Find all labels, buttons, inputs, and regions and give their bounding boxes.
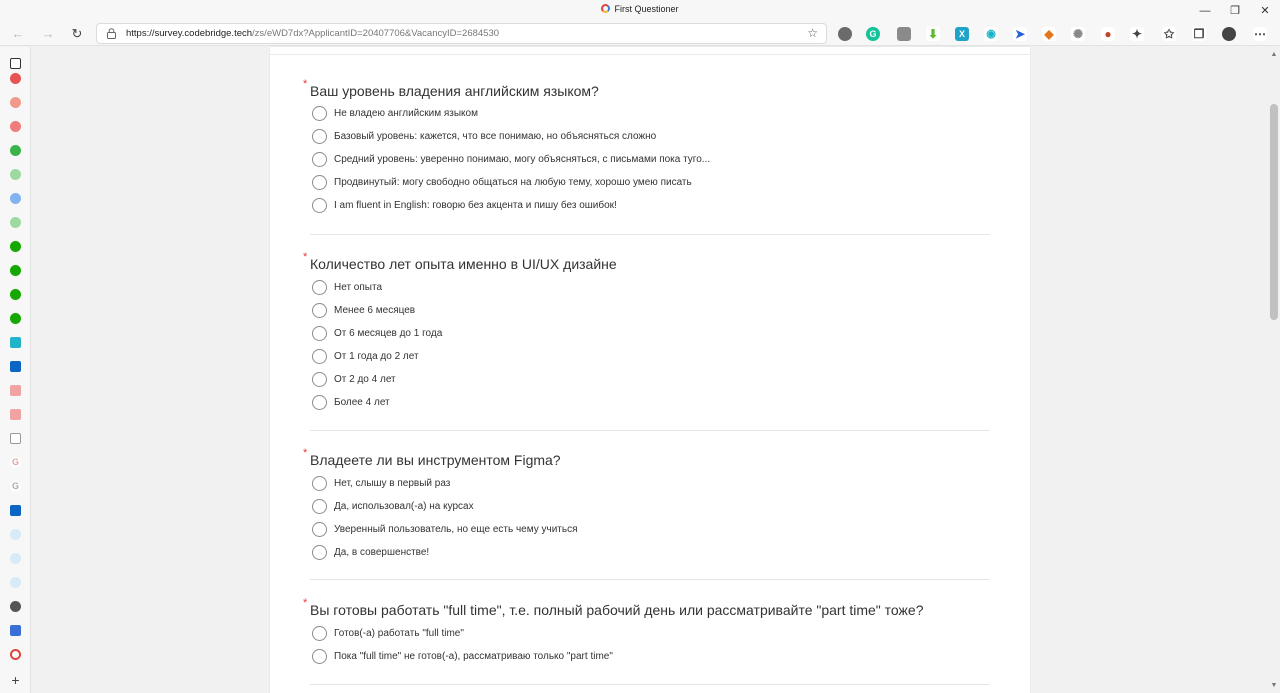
question-title: Вы готовы работать "full time", т.е. полный рабочий день или рассматривайте "part time" тоже? bbox=[310, 602, 924, 618]
survey-form: * Ваш уровень владения английским языком? Не владею английским языком Базовый уровень: кажется, что все понимаю, но объясняться сложно Средний уровень: уверенно понимаю, могу объясняться, с письмами пока туго... Продвинутый: могу свободно общаться на любую тему, хорошо умею писать I am fluent in English: говорю без акцента и пишу без ошибок! * Количество лет опыта именно в UI/UX дизайне Нет опыта Менее 6 месяцев От 6 месяцев до 1 года От 1 года до 2 лет От 2 до 4 лет Более 4 лет * Владеете ли вы инструментом Figma? Нет, слышу в первый раз Да, использовал(-а) на курсах Уверенный пользователь, но еще есть чему учиться Да, в совершенстве! * Вы готовы работать "full time", т.е. полный рабочий день или рассматривайте "part time" тоже? Готов(-а) работать "full time" Пока "full time" не готов(-а), рассматриваю только "part time" bbox=[270, 47, 1030, 693]
sidebar-tab-icon[interactable] bbox=[10, 217, 21, 228]
card-top-divider bbox=[270, 54, 1030, 55]
favorite-star-icon[interactable]: ☆ bbox=[807, 26, 818, 40]
radio-button[interactable] bbox=[312, 280, 327, 295]
extensions-puzzle-icon[interactable]: ✦ bbox=[1131, 27, 1143, 41]
google-tab-icon[interactable]: G bbox=[11, 457, 19, 467]
radio-button[interactable] bbox=[312, 476, 327, 491]
vertical-sidebar bbox=[0, 47, 31, 693]
arrow-extension-icon[interactable]: ➤ bbox=[1014, 27, 1026, 41]
sidebar-tab-icon[interactable] bbox=[10, 577, 21, 588]
scrollbar-thumb[interactable] bbox=[1270, 104, 1278, 320]
upwork-tab-icon[interactable] bbox=[10, 265, 21, 276]
radio-button[interactable] bbox=[312, 175, 327, 190]
tab-extension-icon[interactable] bbox=[897, 27, 911, 41]
document-tab-icon[interactable] bbox=[10, 433, 21, 444]
radio-button[interactable] bbox=[312, 649, 327, 664]
cloud-extension-icon[interactable] bbox=[838, 27, 852, 41]
metamask-extension-icon[interactable]: ◆ bbox=[1042, 27, 1056, 41]
radio-button[interactable] bbox=[312, 198, 327, 213]
restore-button[interactable]: ❐ bbox=[1230, 5, 1240, 17]
sidebar-tab-icon[interactable] bbox=[10, 385, 21, 396]
required-marker: * bbox=[303, 447, 308, 459]
window-title: First Questioner bbox=[0, 4, 1280, 14]
minimize-button[interactable]: — bbox=[1199, 5, 1211, 17]
radio-button[interactable] bbox=[312, 129, 327, 144]
upwork-tab-icon[interactable] bbox=[10, 241, 21, 252]
address-bar[interactable] bbox=[96, 23, 827, 44]
sidebar-tab-icon[interactable] bbox=[10, 337, 21, 348]
download-extension-icon[interactable]: ⬇ bbox=[927, 27, 939, 41]
favorites-icon[interactable]: ✩ bbox=[1163, 27, 1175, 41]
required-marker: * bbox=[303, 597, 308, 609]
question-title: Владеете ли вы инструментом Figma? bbox=[310, 452, 561, 468]
more-menu-icon[interactable]: ⋯ bbox=[1254, 27, 1266, 41]
window-title-bar bbox=[0, 0, 1280, 22]
sidebar-tab-icon[interactable] bbox=[10, 553, 21, 564]
required-marker: * bbox=[303, 251, 308, 263]
scroll-down-arrow-icon[interactable]: ▼ bbox=[1270, 682, 1278, 689]
github-tab-icon[interactable] bbox=[10, 601, 21, 612]
avatar-extension-icon[interactable]: ● bbox=[1101, 27, 1115, 41]
sidebar-tab-icon[interactable] bbox=[10, 529, 21, 540]
sidebar-tab-icon[interactable] bbox=[10, 169, 21, 180]
reload-button[interactable]: ↻ bbox=[71, 26, 83, 41]
close-window-button[interactable]: ✕ bbox=[1260, 5, 1270, 17]
sidebar-tab-icon[interactable] bbox=[10, 145, 21, 156]
upwork-tab-icon[interactable] bbox=[10, 313, 21, 324]
url-text: https://survey.codebridge.tech/zs/eWD7dx?ApplicantID=20407706&VacancyID=2684530 bbox=[126, 28, 500, 39]
grammarly-extension-icon[interactable]: G bbox=[866, 27, 880, 41]
lock-icon bbox=[107, 28, 116, 39]
question-title: Ваш уровень владения английским языком? bbox=[310, 83, 599, 99]
sidebar-tab-icon[interactable] bbox=[10, 193, 21, 204]
back-button[interactable]: ← bbox=[11, 26, 25, 41]
radio-button[interactable] bbox=[312, 395, 327, 410]
browser-toolbar bbox=[0, 22, 1280, 46]
sidebar-toggle-icon[interactable] bbox=[10, 58, 21, 69]
forward-button[interactable]: → bbox=[41, 26, 55, 41]
question-title: Количество лет опыта именно в UI/UX дизайне bbox=[310, 256, 617, 272]
profile-avatar[interactable] bbox=[1222, 27, 1236, 41]
new-tab-plus-icon[interactable]: + bbox=[11, 672, 20, 688]
radio-button[interactable] bbox=[312, 545, 327, 560]
scroll-up-arrow-icon[interactable]: ▲ bbox=[1270, 51, 1278, 58]
sidebar-tab-icon[interactable] bbox=[10, 97, 21, 108]
sidebar-tab-icon[interactable] bbox=[10, 73, 21, 84]
radio-button[interactable] bbox=[312, 522, 327, 537]
circle-extension-icon[interactable]: ◉ bbox=[984, 27, 998, 41]
question-divider bbox=[310, 684, 990, 685]
radio-button[interactable] bbox=[312, 349, 327, 364]
upwork-tab-icon[interactable] bbox=[10, 289, 21, 300]
docs-tab-icon[interactable] bbox=[10, 625, 21, 636]
gear-extension-icon[interactable]: ✺ bbox=[1072, 27, 1084, 41]
radio-button[interactable] bbox=[312, 303, 327, 318]
sidebar-tab-icon[interactable] bbox=[10, 121, 21, 132]
google-tab-icon[interactable]: G bbox=[11, 481, 19, 491]
question-divider bbox=[310, 234, 990, 235]
app-logo-icon bbox=[601, 4, 610, 13]
linkedin-tab-icon[interactable] bbox=[10, 505, 21, 516]
radio-button[interactable] bbox=[312, 106, 327, 121]
x-extension-icon[interactable]: X bbox=[955, 27, 969, 41]
linkedin-tab-icon[interactable] bbox=[10, 361, 21, 372]
sidebar-tab-icon[interactable] bbox=[10, 409, 21, 420]
radio-button[interactable] bbox=[312, 626, 327, 641]
question-divider bbox=[310, 430, 990, 431]
radio-button[interactable] bbox=[312, 326, 327, 341]
radio-button[interactable] bbox=[312, 499, 327, 514]
required-marker: * bbox=[303, 78, 308, 90]
question-divider bbox=[310, 579, 990, 580]
radio-button[interactable] bbox=[312, 372, 327, 387]
active-tab-icon[interactable] bbox=[10, 649, 21, 660]
radio-button[interactable] bbox=[312, 152, 327, 167]
collections-icon[interactable]: ❐ bbox=[1193, 27, 1205, 41]
